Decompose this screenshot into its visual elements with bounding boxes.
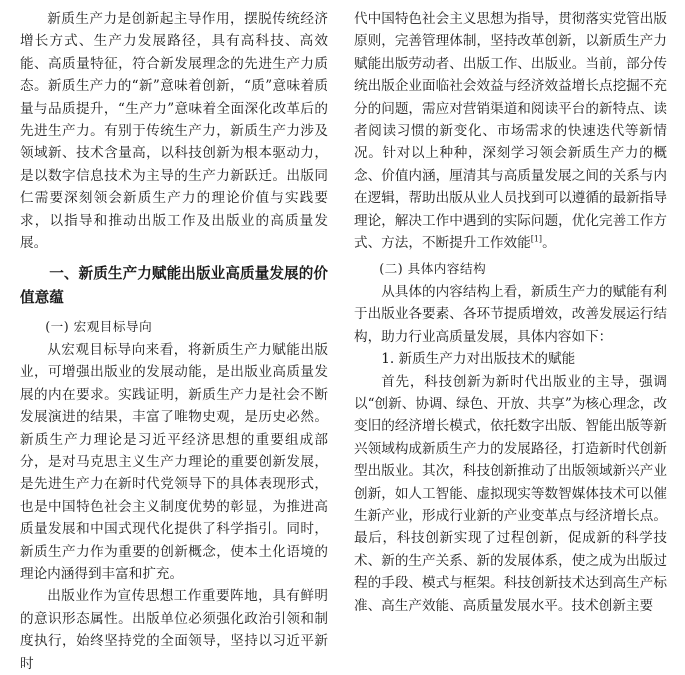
structure-paragraph: 从具体的内容结构上看，新质生产力的赋能有利于出版业各要素、各环节提质增效，改善发展运行结构，助力行业高质量发展，具体内容如下：: [354, 283, 667, 345]
sub-heading-structure: (二) 具体内容结构: [379, 261, 487, 277]
continued-paragraph-text: 代中国特色社会主义思想为指导，贯彻落实党管出版原则，完善管理体制，坚持改革创新，以新质生产力赋能出版劳动者、出版工作、出版业。当前，部分传统出版企业面临社会效益与经济效益增长点挖掘不充分的问题，需应对营销渠道和阅读平台的新特点、读者阅读习惯的新变化、市场需求的快速迭代等新情况。针对以上种种，深刻学习领会新质生产力的概念、价值内涵，厘清其与高质量发展之间的关系与内在逻辑，帮助出版从业人员找到可以遵循的最新指导理论，解决工作中遇到的实际问题，优化完善工作方式、方法，不断提升工作效能: [354, 11, 667, 252]
sub-heading-macro: (一) 宏观目标导向: [45, 319, 153, 335]
right-column: [354, 8, 667, 617]
citation-marker: [1]: [530, 234, 543, 244]
continued-paragraph: [354, 8, 667, 254]
continued-paragraph-end: 。: [542, 235, 556, 252]
section-heading: 一、新质生产力赋能出版业高质量发展的价值意蕴: [20, 265, 328, 307]
macro-paragraph-1: 从宏观目标导向来看，将新质生产力赋能出版业，可增强出版业的发展动能，是出版业高质量发展的内在要求。实践证明，新质生产力是社会不断发展演进的结果，丰富了唯物史观，是历史必然。新质生产力理论是习近平经济思想的重要组成部分，是对马克思主义生产力理论的重要创新发展，是先进生产力在新时代党领导下的具体表现形式，也是中国特色社会主义制度优势的彰显，为推进高质量发展和中国式现代化提供了科学指引。同时，新质生产力作为重要的创新概念，使本土化语境的理论内涵得到丰富和扩充。: [20, 341, 328, 582]
intro-paragraph: 新质生产力是创新起主导作用，摆脱传统经济增长方式、生产力发展路径，具有高科技、高效能、高质量特征，符合新发展理念的先进生产力质态。新质生产力的“新”意味着创新，“质”意味着质量与品质提升，“生产力”意味着全面深化改革后的先进生产力。有别于传统生产力，新质生产力涉及领域新、技术含量高，以科技创新为根本驱动力，是以数字信息技术为主导的生产力新跃迁。出版同仁需要深刻领会新质生产力的理论价值与实践要求，以指导和推动出版工作及出版业的高质量发展。: [20, 11, 328, 252]
left-column: [20, 8, 328, 675]
macro-paragraph-2: 出版业作为宣传思想工作重要阵地，具有鲜明的意识形态属性。出版单位必须强化政治引领和制度执行，始终坚持党的全面领导，坚持以习近平新时: [20, 588, 328, 672]
tech-paragraph: 首先，科技创新为新时代出版业的主导，强调以“创新、协调、绿色、开放、共享”为核心理念，改变旧的经济增长模式，依托数字出版、智能出版等新兴领域构成新质生产力的发展路径，打造新时代创新型出版业。其次，科技创新推动了出版领域新兴产业创新，如人工智能、虚拟现实等数智媒体技术可以催生新产业，形成行业新的产业变革点与经济增长点。最后，科技创新实现了过程创新，促成新的科学技术、新的生产关系、新的发展体系，使之成为出版过程的手段、模式与框架。科技创新技术达到高生产标准、高生产效能、高质量发展水平。技术创新主要: [354, 373, 667, 614]
numbered-heading-tech: 1. 新质生产力对出版技术的赋能: [381, 351, 576, 368]
